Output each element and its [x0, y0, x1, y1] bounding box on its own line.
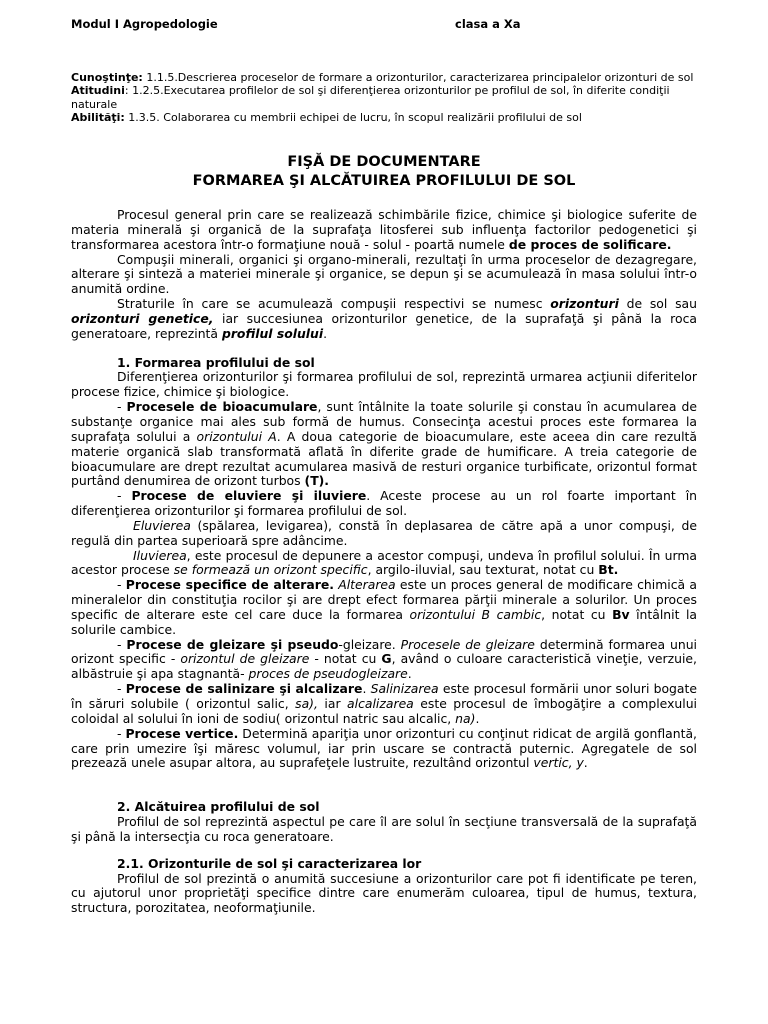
intro-paragraph-3: Straturile în care se acumulează compuşii respectivi se numesc orizonturi de sol sau orizonturi genetice, iar succesiunea orizonturilor genetice, de la suprafaţă şi până la roca generatoare, reprezintă profilul solului.: [71, 296, 697, 341]
knowledge-line: [71, 71, 697, 84]
intro-paragraph-1: Procesul general prin care se realizează schimbările fizice, chimice şi biologice suferite de materia minerală şi organică de la suprafaţa litosferei sub influenţa factorilor pedogenetici şi transformarea acestora într-o formaţiune nouă - solul - poartă numele de proces de solificare.: [71, 207, 697, 252]
gleization-paragraph: - Procese de gleizare şi pseudo-gleizare. Procesele de gleizare determină formarea unui orizont specific - orizontul de gleizare - notat cu G, având o culoare caracteristică vineţie, verzuie, albăstruie şi apa stagnantă- proces de pseudogleizare.: [71, 636, 697, 682]
document-subtitle: FORMAREA ŞI ALCĂTUIREA PROFILULUI DE SOL: [192, 173, 576, 189]
intro-paragraph-2: Compuşii minerali, organici şi organo-minerali, rezultaţi în urma proceselor de dezagregare, alterare şi sinteză a materiei minerale şi organice, se depun şi se acumulează în masa solului într-o anumită ordine.: [71, 251, 697, 297]
knowledge-text: 1.1.5.Descrierea proceselor de formare a orizonturilor, caracterizarea principalelor orizonturi de sol: [142, 71, 694, 84]
attitudes-label: Atitudini: [71, 84, 125, 98]
competencies-block: [71, 71, 697, 124]
bioaccumulation-paragraph: - Procesele de bioacumulare, sunt întâlnite la toate solurile şi constau în acumularea de substanţe organice mai ales sub formă de humus. Consecinţa acestui proces este formarea la suprafaţa solului a orizontului A. A doua categorie de bioacumulare, este aceea din care rezultă materie organică slab transformată aflată în diferite grade de humificare. A treia categorie de bioacumulare are drept rezultat acumularea masivă de resturi organice turbificate, orizontul format purtând denumirea de orizont turbos (T).: [71, 399, 697, 489]
page-header: [71, 17, 697, 33]
section-2-heading: 2. Alcătuirea profilului de sol: [117, 799, 320, 815]
abilities-line: [71, 111, 697, 124]
knowledge-label: Cunoştinţe:: [71, 71, 143, 84]
attitudes-line: [71, 84, 697, 111]
abilities-text: 1.3.5. Colaborarea cu membrii echipei de lucru, în scopul realizării profilului de sol: [124, 110, 582, 124]
document-body: [71, 208, 697, 916]
document-title-block: [71, 153, 697, 191]
abilities-label: Abilităţi:: [71, 110, 125, 124]
attitudes-text: : 1.2.5.Executarea profilelor de sol şi diferenţierea orizonturilor pe profilul de sol, în diferite condiţii naturale: [71, 84, 670, 111]
section-2-1-heading: 2.1. Orizonturile de sol şi caracterizarea lor: [117, 855, 422, 871]
section-2-paragraph: Profilul de sol reprezintă aspectul pe care îl are solul în secţiune transversală de la suprafaţă şi până la intersecţia cu roca generatoare.: [71, 814, 697, 844]
eluviation-paragraph: - Procese de eluviere şi iluviere. Aceste procese au un rol foarte important în diferenţierea orizonturilor şi formarea profilului de sol.: [71, 488, 697, 519]
module-name: Modul I Agropedologie: [71, 17, 218, 31]
alteration-paragraph: - Procese specifice de alterare. Alterarea este un proces general de modificare chimică a mineralelor din constituţia rocilor şi are drept efect formarea părţii minerale a solurilor. Un proces specific de alterare este cel care duce la formarea orizontului B cambic, notat cu Bv întâlnit la solurile cambice.: [71, 577, 697, 637]
section-1-intro: Diferenţierea orizonturilor şi formarea profilului de sol, reprezintă urmarea acţiunii diferitelor procese fizice, chimice şi biologice.: [71, 369, 697, 400]
illuviation-definition: Iluvierea, este procesul de depunere a acestor compuşi, undeva în profilul solului. În urma acestor procese se formează un orizont specific, argilo-iluvial, sau texturat, notat cu Bt.: [71, 547, 697, 578]
document-title: FIŞĂ DE DOCUMENTARE: [287, 154, 481, 170]
vertic-paragraph: - Procese vertice. Determină apariţia unor orizonturi cu conţinut ridicat de argilă gonflantă, care prin umezire îşi măresc volumul, iar prin uscare se contractă puternic. Agregatele de sol prezează unele asupar altora, au suprafeţele lustruite, rezultând orizontul vertic, y.: [71, 725, 697, 771]
section-2-1-paragraph: Profilul de sol prezintă o anumită succesiune a orizonturilor care pot fi identificate pe teren, cu ajutorul unor proprietăţi specifice dintre care enumerăm culoarea, tipul de humus, textura, structura, porozitatea, neoformaţiunile.: [71, 870, 697, 916]
salinization-paragraph: - Procese de salinizare şi alcalizare. Salinizarea este procesul formării unor soluri bogate în săruri solubile ( orizontul salic, sa), iar alcalizarea este procesul de îmbogăţire a complexului coloidal al solului în ioni de sodiu( orizontul natric sau alcalic, na).: [71, 681, 697, 726]
section-1-heading: 1. Formarea profilului de sol: [117, 354, 315, 370]
class-name: clasa a Xa: [455, 17, 521, 31]
eluviation-definition: Eluvierea (spălarea, levigarea), constă în deplasarea de către apă a unor compuşi, de regulă din partea superioară spre adâncime.: [71, 517, 697, 548]
